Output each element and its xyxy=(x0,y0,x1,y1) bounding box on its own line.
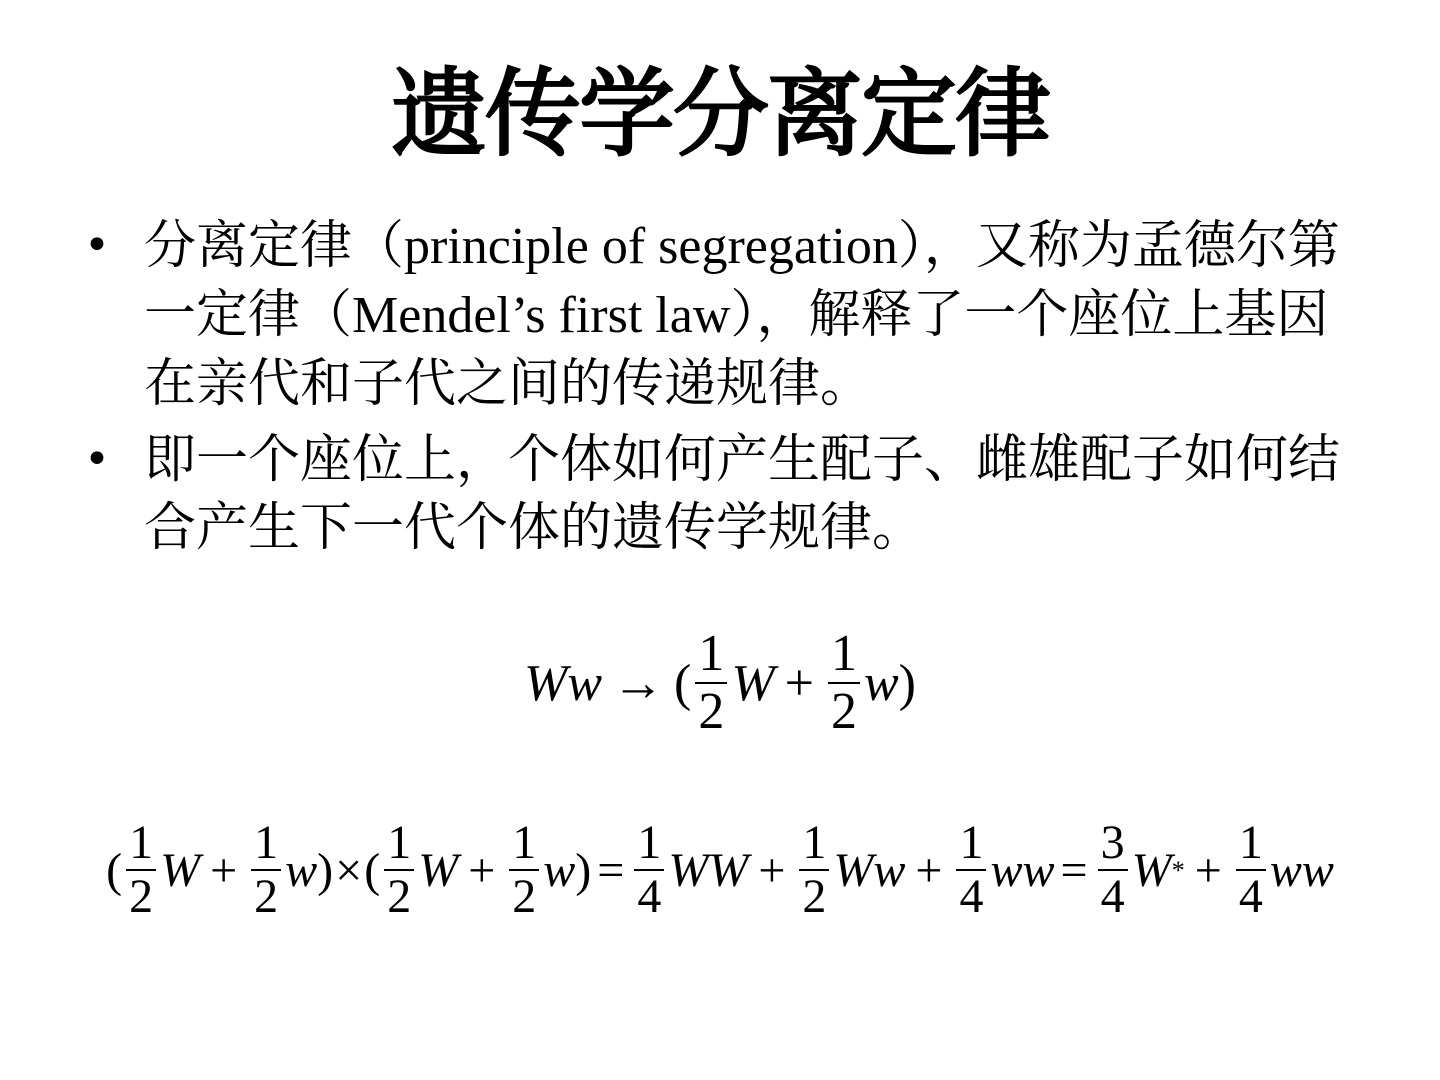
fraction-denominator: 4 xyxy=(959,870,984,923)
fraction-numerator: 1 xyxy=(802,816,827,870)
fraction-denominator: 4 xyxy=(637,870,662,923)
fraction-denominator: 4 xyxy=(1238,870,1263,923)
formula2-term-b: w xyxy=(285,843,318,897)
bullet-list xyxy=(80,212,1360,570)
fraction-numerator: 1 xyxy=(254,816,279,870)
formula1-lhs: Ww xyxy=(524,654,602,712)
formula2-fraction-f xyxy=(799,817,829,923)
bullet-item-1 xyxy=(80,212,1360,418)
formula2-open-paren-2: ( xyxy=(364,843,381,897)
formula2-plus-5: + xyxy=(1194,843,1222,897)
formula2-fraction-a xyxy=(126,817,156,923)
formula2-term-h-subscript: * xyxy=(1171,854,1185,885)
fraction-numerator: 1 xyxy=(129,816,154,870)
formula2-fraction-g xyxy=(956,817,986,923)
formula1-plus: + xyxy=(784,654,814,712)
fraction-denominator: 2 xyxy=(830,683,857,740)
formula2-fraction-h xyxy=(1098,817,1128,923)
fraction-numerator: 1 xyxy=(959,816,984,870)
formula2-times: × xyxy=(335,843,363,897)
formula2-term-c: W xyxy=(418,843,459,897)
fraction-numerator: 1 xyxy=(830,624,857,682)
fraction-denominator: 2 xyxy=(802,870,827,923)
bullet-1-term-en: principle of segregation xyxy=(404,218,898,275)
fraction-numerator: 1 xyxy=(1238,816,1263,870)
formula2-close-paren-1: ) xyxy=(317,843,334,897)
bullet-dot-icon: • xyxy=(84,220,110,271)
formula1-fraction-2 xyxy=(828,626,860,740)
bullet-1-text-c: ），解释了一个座位上基因在亲代和子代之间的传递规律。 xyxy=(144,285,1329,414)
formula2-fraction-e xyxy=(634,817,664,923)
formula2-equals-1: = xyxy=(597,843,625,897)
formula2-fraction-c xyxy=(384,817,414,923)
fraction-denominator: 4 xyxy=(1100,870,1125,923)
bullet-1-text-a: 分离定律（ xyxy=(144,216,405,276)
formula2-term-f: Ww xyxy=(833,843,906,897)
formula2-term-e: WW xyxy=(668,843,749,897)
formula2-term-h: W xyxy=(1131,843,1172,897)
bullet-item-2 xyxy=(80,426,1360,562)
formula1-term-1: W xyxy=(731,654,775,712)
formula2-term-i: ww xyxy=(1269,843,1334,897)
cross-formula xyxy=(0,810,1440,930)
formula2-open-paren-1: ( xyxy=(106,843,123,897)
formula2-plus-3: + xyxy=(758,843,786,897)
fraction-denominator: 2 xyxy=(512,870,537,923)
fraction-numerator: 1 xyxy=(698,624,725,682)
fraction-numerator: 3 xyxy=(1100,816,1125,870)
formula2-fraction-b xyxy=(251,817,281,923)
formula2-plus-2: + xyxy=(468,843,496,897)
slide-title: 遗传学分离定律 xyxy=(391,58,1049,170)
fraction-numerator: 1 xyxy=(387,816,412,870)
fraction-denominator: 2 xyxy=(387,870,412,923)
fraction-denominator: 2 xyxy=(129,870,154,923)
bullet-1-text-b: ），又称为孟德尔第一定律（ xyxy=(144,216,1340,345)
formula1-arrow: → xyxy=(612,654,664,712)
formula1-term-2: w xyxy=(863,654,899,712)
formula2-fraction-d xyxy=(509,817,539,923)
formula2-plus-1: + xyxy=(210,843,238,897)
formula1-fraction-1 xyxy=(695,626,727,740)
formula2-term-a: W xyxy=(160,843,201,897)
fraction-numerator: 1 xyxy=(637,816,662,870)
formula2-term-d: w xyxy=(543,843,576,897)
formula2-equals-2: = xyxy=(1060,843,1088,897)
fraction-denominator: 2 xyxy=(254,870,279,923)
bullet-2-text: 即一个座位上，个体如何产生配子、雌雄配子如何结合产生下一代个体的遗传学规律。 xyxy=(144,430,1341,558)
formula2-close-paren-2: ) xyxy=(575,843,592,897)
formula1-open-paren: ( xyxy=(674,654,692,712)
fraction-denominator: 2 xyxy=(698,683,725,740)
bullet-dot-icon: • xyxy=(84,434,110,485)
formula1-close-paren: ) xyxy=(898,654,916,712)
bullet-1-law-en: Mendel’s first law xyxy=(352,287,731,344)
gamete-formula xyxy=(0,618,1440,748)
formula2-term-g: ww xyxy=(990,843,1055,897)
formula2-fraction-i xyxy=(1236,817,1266,923)
fraction-numerator: 1 xyxy=(512,816,537,870)
formula2-plus-4: + xyxy=(915,843,943,897)
